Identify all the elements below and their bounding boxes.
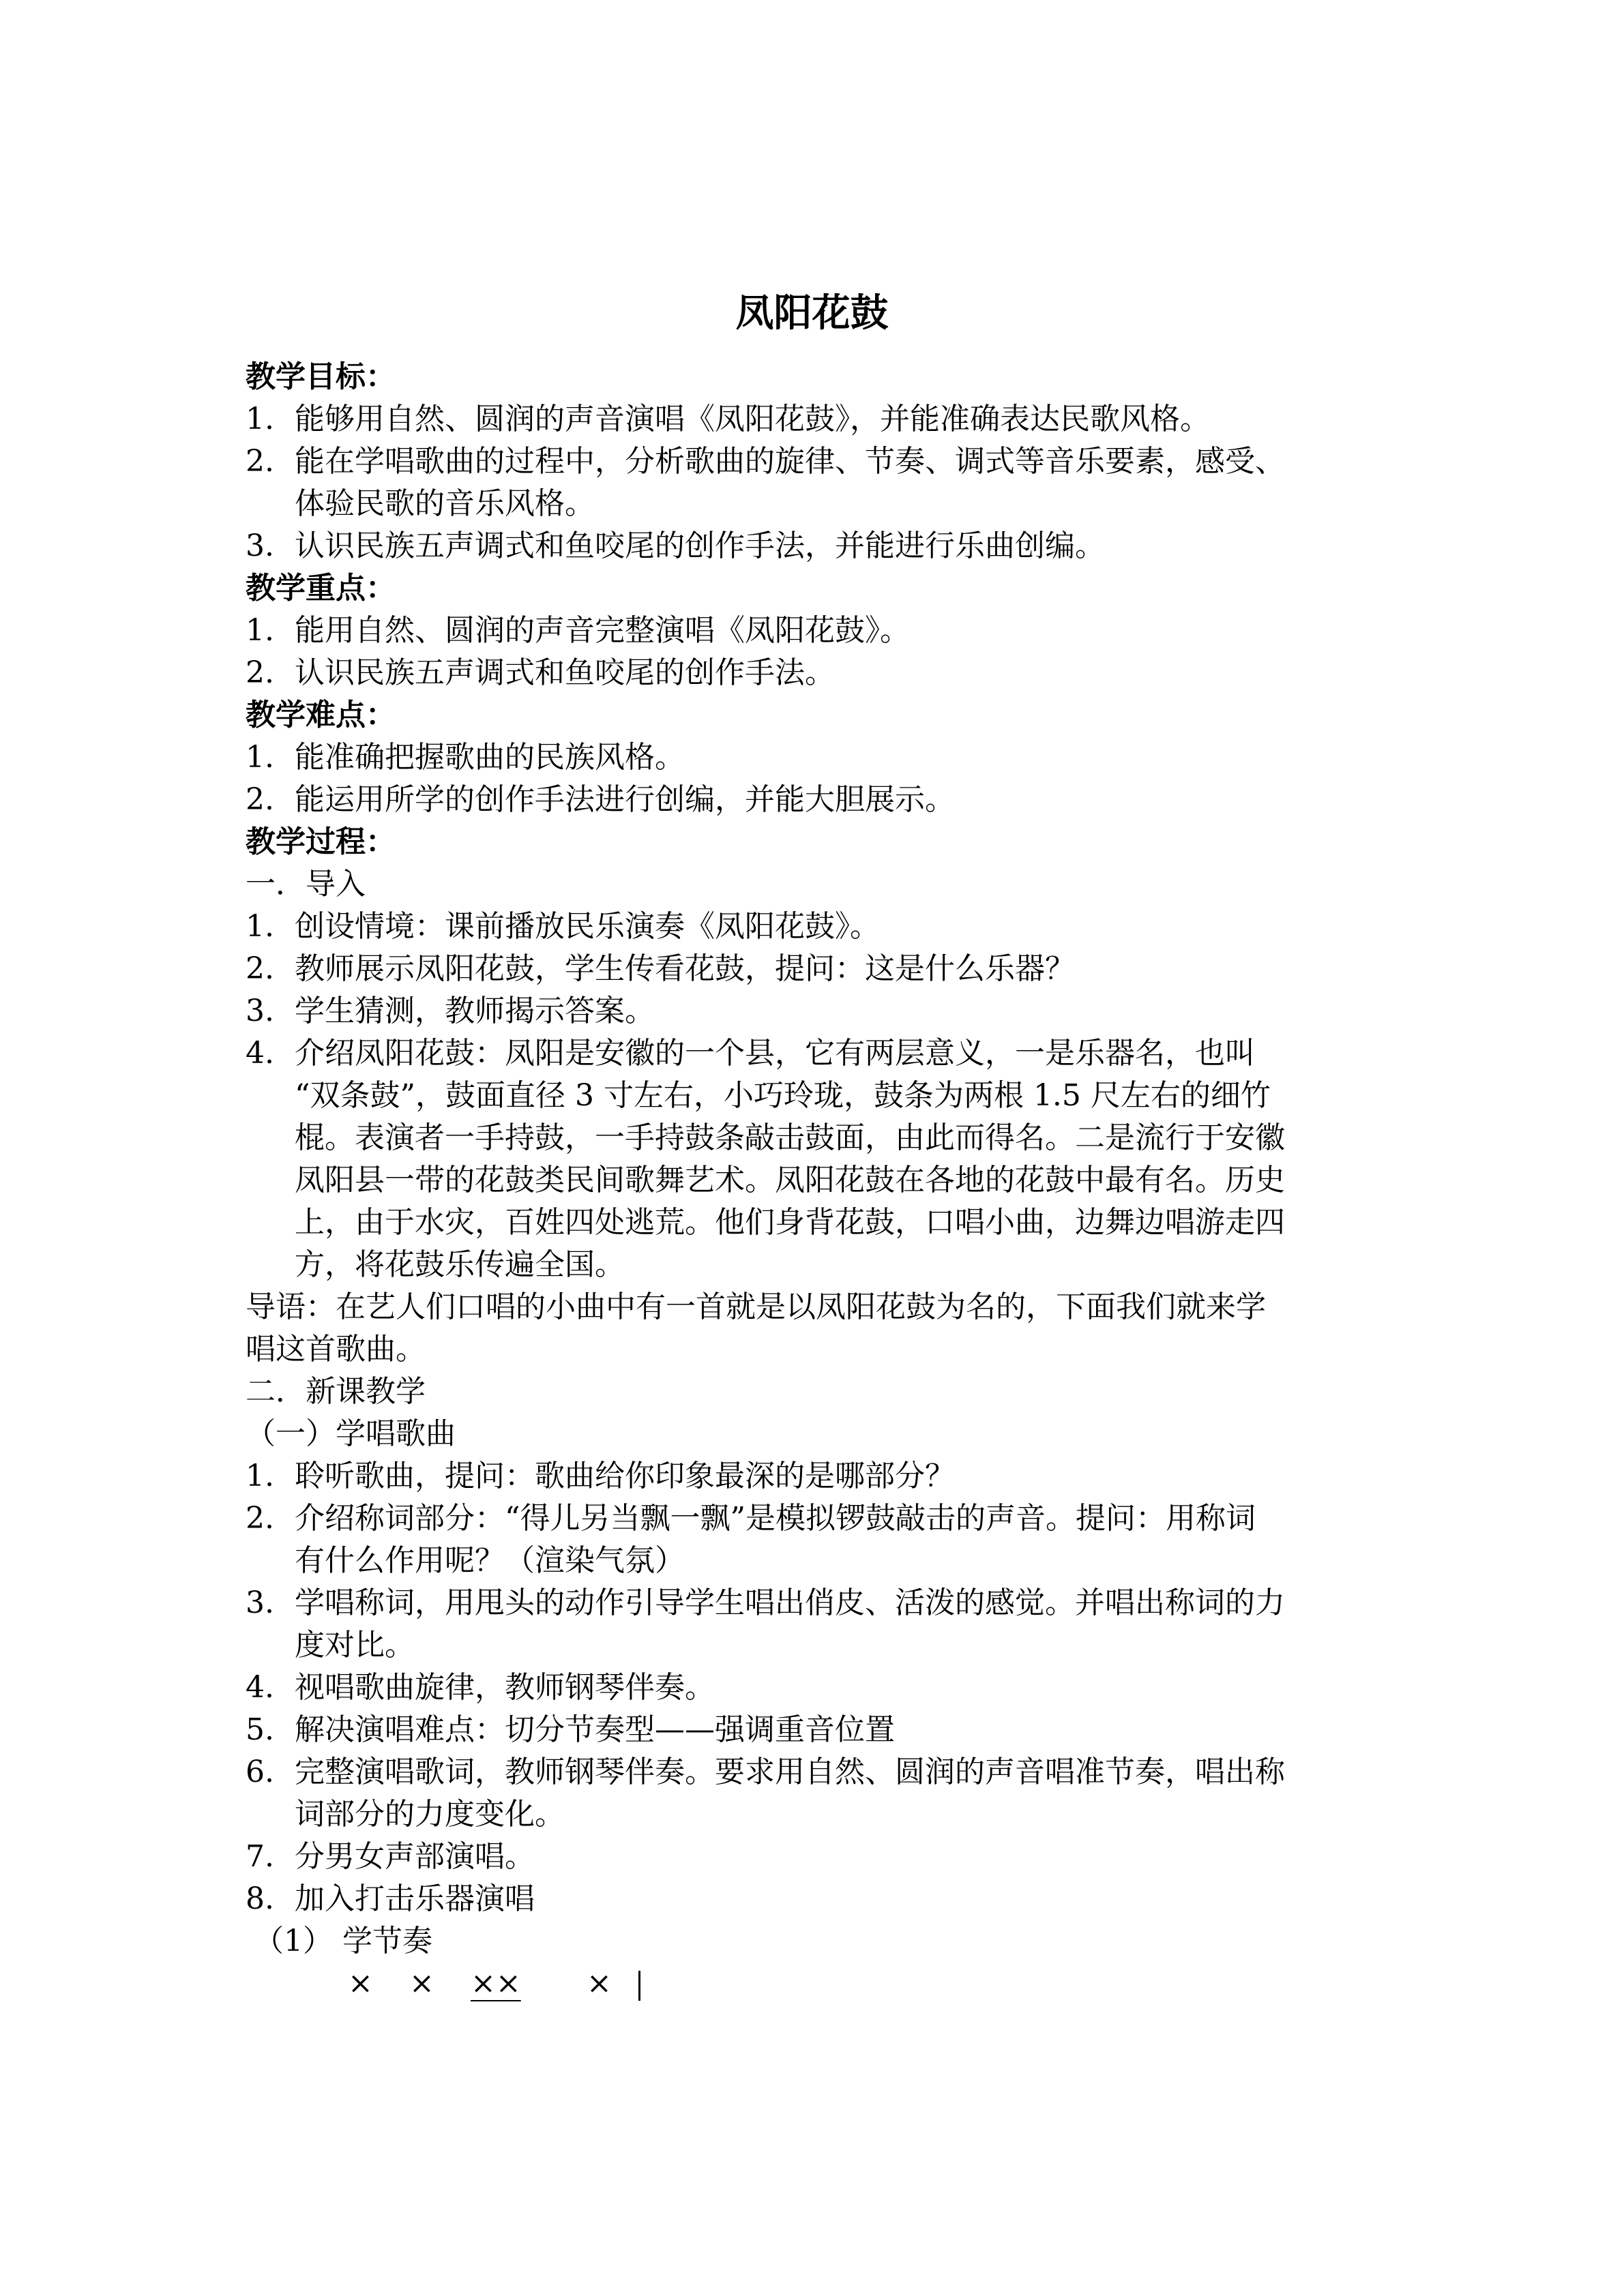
lesson-step-item-text: 词部分的力度变化。	[295, 1797, 565, 1832]
intro-item-text: 学生猜测，教师揭示答案。	[295, 994, 655, 1028]
lesson-step-item-1	[246, 1455, 1378, 1497]
intro-item-4	[246, 1032, 1378, 1075]
intro-item-text: “双条鼓”，鼓面直径 3 寸左右，小巧玲珑，鼓条为两根 1.5 尺左右的细竹	[295, 1078, 1271, 1113]
lesson-step-item-text: 学唱称词，用甩头的动作引导学生唱出俏皮、活泼的感觉。并唱出称词的力	[295, 1585, 1285, 1620]
lesson-step-item-number: 5.	[246, 1712, 274, 1747]
intro-item-3	[246, 990, 1378, 1032]
rhythm-beat: ×	[348, 1966, 373, 2001]
key-point-item-number: 1.	[246, 613, 274, 648]
lesson-step-item-6	[246, 1751, 1378, 1793]
difficulty-item-number: 1.	[246, 740, 274, 775]
key-point-item-text: 认识民族五声调式和鱼咬尾的创作手法。	[295, 655, 835, 690]
intro-item-text: 教师展示凤阳花鼓，学生传看花鼓，提问：这是什么乐器？	[295, 951, 1075, 986]
intro-item-4-cont	[246, 1075, 1378, 1117]
lesson-step-item-number: 1.	[246, 1459, 274, 1493]
objective-item-number: 1.	[246, 402, 274, 436]
key-point-item-2	[246, 652, 1378, 694]
lesson-step-item-text: 分男女声部演唱。	[295, 1839, 535, 1874]
lesson-step-item-text: 解决演唱难点：切分节奏型——强调重音位置	[295, 1712, 895, 1747]
lesson-plan-body	[246, 356, 1378, 2005]
difficulty-item-number: 2.	[246, 782, 274, 817]
lesson-step-item-number: 4.	[246, 1670, 274, 1705]
difficulty-item-1	[246, 736, 1378, 779]
intro-item-number: 1.	[246, 909, 274, 944]
key-point-item-1	[246, 610, 1378, 652]
lesson-step-item-number: 6.	[246, 1755, 274, 1789]
intro-item-text: 方，将花鼓乐传遍全国。	[295, 1247, 625, 1282]
key-points-heading: 教学重点：	[246, 571, 396, 606]
objective-item-number: 3.	[246, 528, 274, 563]
key-point-item-number: 2.	[246, 655, 274, 690]
intro-heading: 一．导入	[246, 867, 366, 901]
lesson-step-item-text: 度对比。	[295, 1628, 415, 1663]
lesson-step-item-2-cont	[246, 1540, 1378, 1582]
lesson-step-item-text: 有什么作用呢？（渲染气氛）	[295, 1543, 685, 1578]
lesson-step-item-text: 介绍称词部分：“得儿另当飘一飘”是模拟锣鼓敲击的声音。提问：用称词	[295, 1501, 1256, 1536]
lesson-step-item-4	[246, 1667, 1378, 1709]
rhythm-step-heading: （1） 学节奏	[254, 1924, 432, 1958]
lesson-step-item-2	[246, 1497, 1378, 1540]
difficulty-item-text: 能运用所学的创作手法进行创编，并能大胆展示。	[295, 782, 955, 817]
process-heading: 教学过程：	[246, 824, 396, 859]
difficulty-item-text: 能准确把握歌曲的民族风格。	[295, 740, 685, 775]
intro-item-text: 棍。表演者一手持鼓，一手持鼓条敲击鼓面，由此而得名。二是流行于安徽	[295, 1120, 1285, 1155]
lesson-step-item-3-cont	[246, 1624, 1378, 1667]
intro-item-number: 4.	[246, 1036, 274, 1071]
lesson-step-item-6-cont	[246, 1793, 1378, 1836]
objective-item-2	[246, 441, 1378, 483]
objective-item-text: 能够用自然、圆润的声音演唱《凤阳花鼓》，并能准确表达民歌风格。	[295, 402, 1210, 436]
objective-item-number: 2.	[246, 444, 274, 479]
intro-item-text: 上，由于水灾，百姓四处逃荒。他们身背花鼓，口唱小曲，边舞边唱游走四	[295, 1205, 1285, 1240]
intro-item-number: 3.	[246, 994, 274, 1028]
guide-line: 唱这首歌曲。	[246, 1332, 426, 1367]
intro-item-4-cont	[246, 1202, 1378, 1244]
objective-item-3	[246, 525, 1378, 567]
objective-item-2-cont	[246, 483, 1378, 525]
lesson-step-item-text: 视唱歌曲旋律，教师钢琴伴奏。	[295, 1670, 715, 1705]
lesson-step-item-8	[246, 1878, 1378, 1920]
new-lesson-heading: 二．新课教学	[246, 1374, 426, 1409]
barline	[638, 1971, 640, 2001]
objective-item-text: 认识民族五声调式和鱼咬尾的创作手法，并能进行乐曲创编。	[295, 528, 1105, 563]
intro-item-number: 2.	[246, 951, 274, 986]
objectives-heading: 教学目标：	[246, 359, 396, 394]
lesson-step-item-text: 聆听歌曲，提问：歌曲给你印象最深的是哪部分？	[295, 1459, 955, 1493]
difficulty-item-2	[246, 779, 1378, 821]
intro-item-4-cont	[246, 1117, 1378, 1159]
lesson-step-item-number: 2.	[246, 1501, 274, 1536]
rhythm-beat: ×	[409, 1966, 434, 2001]
lesson-step-item-5	[246, 1709, 1378, 1751]
lesson-step-item-number: 7.	[246, 1839, 274, 1874]
lesson-step-item-number: 3.	[246, 1585, 274, 1620]
lesson-step-item-text: 完整演唱歌词，教师钢琴伴奏。要求用自然、圆润的声音唱准节奏，唱出称	[295, 1755, 1285, 1789]
learn-song-heading: （一）学唱歌曲	[246, 1416, 456, 1451]
lesson-step-item-number: 8.	[246, 1881, 274, 1916]
guide-line: 导语：在艺人们口唱的小曲中有一首就是以凤阳花鼓为名的，下面我们就来学	[246, 1289, 1266, 1324]
intro-item-2	[246, 948, 1378, 990]
intro-item-4-cont	[246, 1159, 1378, 1202]
rhythm-pattern	[246, 1963, 1378, 2005]
objective-item-1	[246, 398, 1378, 441]
intro-item-4-cont	[246, 1244, 1378, 1286]
lesson-step-item-7	[246, 1836, 1378, 1878]
objective-item-text: 体验民歌的音乐风格。	[295, 486, 595, 521]
difficulties-heading: 教学难点：	[246, 698, 396, 732]
page-title: 凤阳花鼓	[735, 291, 889, 336]
intro-item-text: 创设情境：课前播放民乐演奏《凤阳花鼓》。	[295, 909, 880, 944]
lesson-step-item-3	[246, 1582, 1378, 1624]
intro-item-text: 凤阳县一带的花鼓类民间歌舞艺术。凤阳花鼓在各地的花鼓中最有名。历史	[295, 1163, 1285, 1197]
key-point-item-text: 能用自然、圆润的声音完整演唱《凤阳花鼓》。	[295, 613, 910, 648]
rhythm-beat: ×	[587, 1966, 612, 2001]
intro-item-1	[246, 906, 1378, 948]
lesson-step-item-text: 加入打击乐器演唱	[295, 1881, 535, 1916]
objective-item-text: 能在学唱歌曲的过程中，分析歌曲的旋律、节奏、调式等音乐要素，感受、	[295, 444, 1285, 479]
rhythm-eighth-pair: ××	[471, 1966, 521, 2001]
intro-item-text: 介绍凤阳花鼓：凤阳是安徽的一个县，它有两层意义，一是乐器名，也叫	[295, 1036, 1255, 1071]
